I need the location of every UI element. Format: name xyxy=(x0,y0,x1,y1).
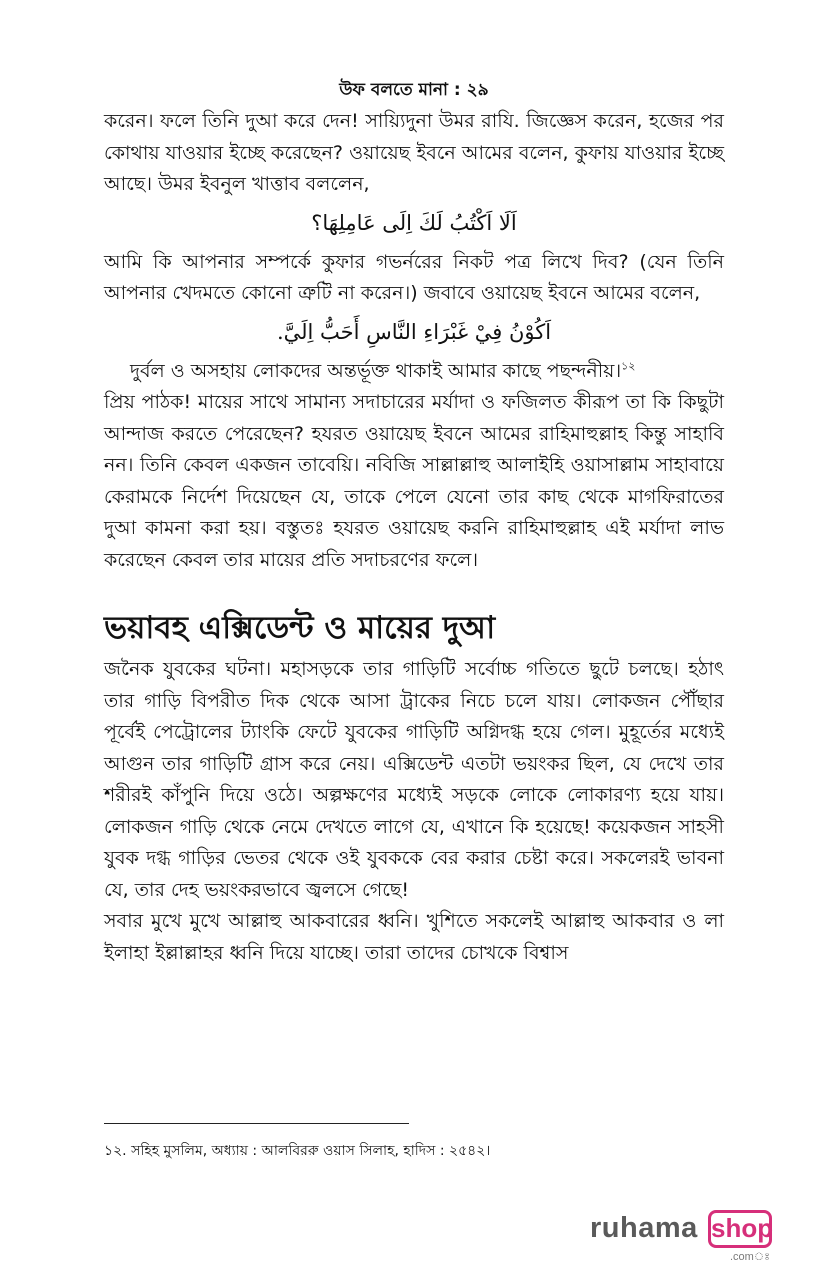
brand-watermark xyxy=(590,1208,780,1262)
footnote-marker[interactable]: ১২ xyxy=(621,359,636,373)
footnote-divider xyxy=(104,1123,409,1124)
page-content xyxy=(104,78,724,969)
paragraph-5: জনৈক যুবকের ঘটনা। মহাসড়কে তার গাড়িটি সর্বোচ্চ গতিতে ছুটে চলছে। হঠাৎ তার গাড়ি বিপরীত দিক থেকে আসা ট্রাকের নিচে চলে যায়। লোকজন পৌঁছার পূর্বেই পেট্রোলের ট্যাংকি ফেটে যুবকের গাড়িটি অগ্নিদগ্ধ হয়ে গেল। মুহূর্তের মধ্যেই আগুন তার গাড়িটি গ্রাস করে নেয়। এক্সিডেন্ট এতটা ভয়ংকর ছিল, যে দেখে তার শরীরই কাঁপুনি দিয়ে ওঠে। অল্পক্ষণের মধ্যেই সড়কে লোকে লোকারণ্য হয়ে যায়। লোকজন গাড়ি থেকে নেমে দেখতে লাগে যে, এখানে কি হয়েছে! কয়েকজন সাহসী যুবক দগ্ধ গাড়ির ভেতর থেকে ওই যুবককে বের করার চেষ্টা করে। সকলেরই ভাবনা যে, তার দেহ ভয়ংকরভাবে জ্বলসে গেছে! xyxy=(104,658,724,901)
running-header: উফ বলতে মানা : ২৯ xyxy=(339,80,489,100)
paragraph-3 xyxy=(104,356,724,388)
paragraph-6: সবার মুখে মুখে আল্লাহু আকবারের ধ্বনি। খুশিতে সকলেই আল্লাহু আকবার ও লা ইলাহা ইল্লাল্লাহর ধ্বনি দিয়ে যাচ্ছে। তারা তাদের চোখকে বিশ্বাস xyxy=(104,910,724,964)
paragraph-1: করেন। ফলে তিনি দুআ করে দেন! সায়্যিদুনা উমর রাযি. জিজ্ঞেস করেন, হজের পর কোথায় যাওয়ার ইচ্ছে করেছেন? ওয়ায়েছ ইবনে আমের বলেন, কুফায় যাওয়ার ইচ্ছে আছে। উমর ইবনুল খাত্তাব বললেন, xyxy=(104,110,724,195)
brand-suffix: .comঃ xyxy=(730,1251,771,1263)
arabic-quote-1: اَلَا اَكْتُبُ لَكَ اِلَى عَامِلِهَا؟ xyxy=(311,210,517,235)
footnote: ১২. সহিহ মুসলিম, অধ্যায় : আলবিররু ওয়াস সিলাহ, হাদিস : ২৫৪২। xyxy=(104,1143,491,1159)
arabic-quote-2: اَكُوْنُ فِيْ غَبْرَاءِ النَّاسِ أَحَبُّ اِلَيَّ. xyxy=(276,319,552,344)
paragraph-3-text: দুর্বল ও অসহায় লোকদের অন্তর্ভূক্ত থাকাই আমার কাছে পছন্দনীয়। xyxy=(130,359,622,382)
section-heading: ভয়াবহ এক্সিডেন্ট ও মায়ের দুআ xyxy=(104,610,496,646)
paragraph-2: আমি কি আপনার সম্পর্কে কুফার গভর্নরের নিকট পত্র লিখে দিব? (যেন তিনি আপনার খেদমতে কোনো ত্রুটি না করেন।) জবাবে ওয়ায়েছ ইবনে আমের বলেন, xyxy=(104,250,724,304)
brand-name-ruhama: ruhama xyxy=(590,1212,698,1244)
paragraph-4: প্রিয় পাঠক! মায়ের সাথে সামান্য সদাচারের মর্যাদা ও ফজিলত কীরূপ তা কি কিছুটা আন্দাজ করতে পেরেছেন? হযরত ওয়ায়েছ ইবনে আমের রাহিমাহুল্লাহ কিন্তু সাহাবি নন। তিনি কেবল একজন তাবেয়ি। নবিজি সাল্লাল্লাহু আলাইহি ওয়াসাল্লাম সাহাবায়ে কেরামকে নির্দেশ দিয়েছেন যে, তাকে পেলে যেনো তার কাছ থেকে মাগফিরাতের দুআ কামনা করা হয়। বস্তুতঃ হযরত ওয়ায়েছ করনি রাহিমাহুল্লাহ এই মর্যাদা লাভ করেছেন কেবল তার মায়ের প্রতি সদাচরণের ফলে। xyxy=(104,391,724,571)
brand-name-shop: shop xyxy=(708,1210,772,1248)
